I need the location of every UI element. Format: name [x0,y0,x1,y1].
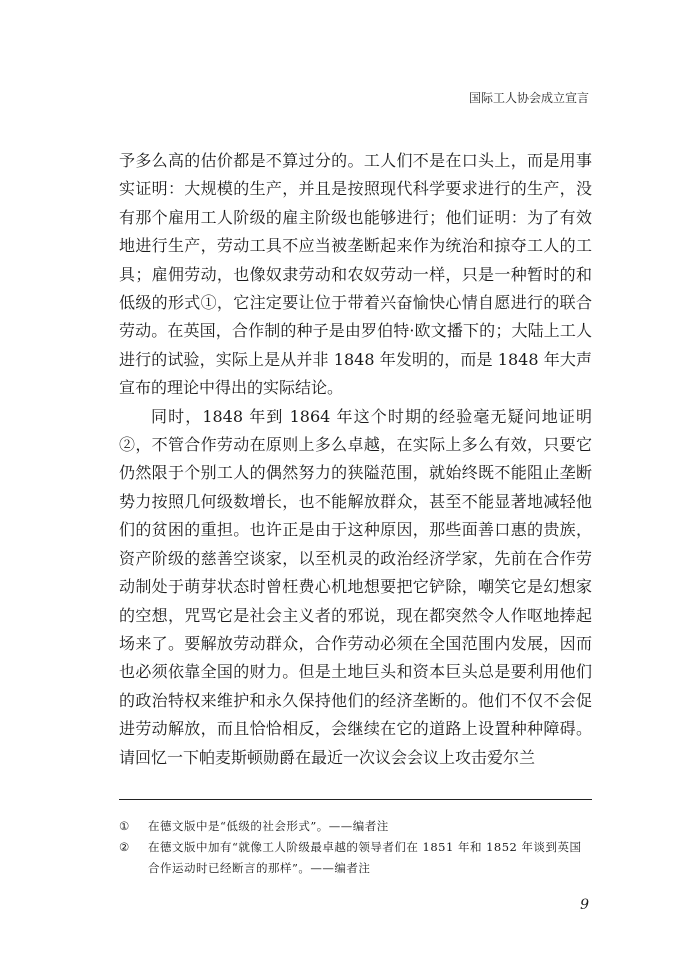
footnote-divider [119,799,592,800]
footnotes [119,816,592,879]
footnote-text: 在德文版中是“低级的社会形式”。——编者注 [148,819,389,833]
paragraph: 同时，1848 年到 1864 年这个时期的经验毫无疑问地证明②，不管合作劳动在原则上多么卓越，在实际上多么有效，只要它仍然限于个别工人的偶然努力的狭隘范围，就始终既不能阻止垄断势力按照几何级数增长，也不能解放群众，甚至不能显著地减轻他们的贫困的重担。也许正是由于这种原因，那些面善口惠的贵族，资产阶级的慈善空谈家，以至机灵的政治经济学家，先前在合作劳动制处于萌芽状态时曾枉费心机地想要把它铲除，嘲笑它是幻想家的空想，咒骂它是社会主义者的邪说，现在都突然令人作呕地捧起场来了。要解放劳动群众，合作劳动必须在全国范围内发展，因而也必须依靠全国的财力。但是土地巨头和资本巨头总是要利用他们的政治特权来维护和永久保持他们的经济垄断的。他们不仅不会促进劳动解放，而且恰恰相反，会继续在它的道路上设置种种障碍。请回忆一下帕麦斯顿勋爵在最近一次议会会议上攻击爱尔兰 [119,406,592,767]
paragraph-continued: 予多么高的估价都是不算过分的。工人们不是在口头上，而是用事实证明：大规模的生产，并且是按照现代科学要求进行的生产，没有那个雇用工人阶级的雇主阶级也能够进行；他们证明：为了有效地进行生产，劳动工具不应当被垄断起来作为统治和掠夺工人的工具；雇佣劳动，也像奴隶劳动和农奴劳动一样，只是一种暂时的和低级的形式①，它注定要让位于带着兴奋愉快心情自愿进行的联合劳动。在英国，合作制的种子是由罗伯特·欧文播下的；大陆上工人进行的试验，实际上是从并非 1848 年发明的，而是 1848 年大声宣布的理论中得出的实际结论。 [119,151,592,398]
footnote-marker: ② [119,840,130,854]
page-number: 9 [580,897,589,913]
footnote-text: 在德文版中加有“就像工人阶级最卓越的领导者们在 1851 年和 1852 年谈到英国合作运动时已经断言的那样”。——编者注 [148,840,582,875]
body-text [119,147,592,772]
footnote-marker: ① [119,819,130,833]
running-header: 国际工人协会成立宣言 [468,91,589,105]
footnote-1 [119,816,592,837]
footnote-2 [119,837,592,879]
